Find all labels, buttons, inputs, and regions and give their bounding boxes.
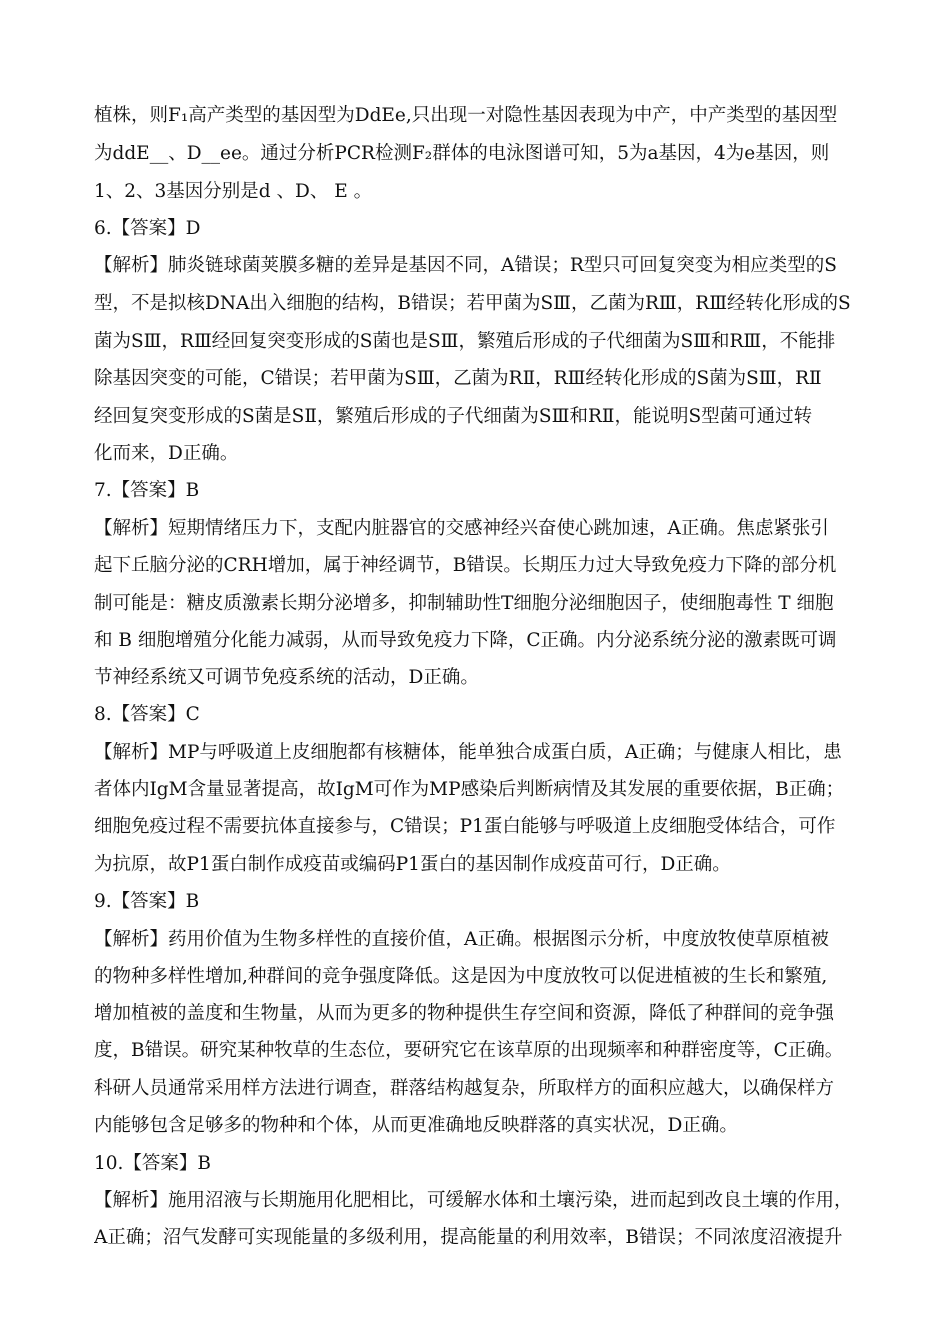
text-line: 和 B 细胞增殖分化能力减弱，从而导致免疫力下降，C正确。内分泌系统分泌的激素既可调: [94, 630, 837, 651]
text-line: 化而来，D正确。: [94, 443, 239, 464]
text-line: 节神经系统又可调节免疫系统的活动，D正确。: [94, 667, 479, 688]
answer-heading: 6.【答案】D: [94, 218, 201, 239]
text-line: 内能够包含足够多的物种和个体，从而更准确地反映群落的真实状况，D正确。: [94, 1115, 738, 1136]
text-line: 【解析】药用价值为生物多样性的直接价值，A正确。根据图示分析，中度放牧使草原植被: [94, 929, 829, 950]
text-line: 者体内IgM含量显著提高，故IgM可作为MP感染后判断病情及其发展的重要依据，B正确；: [94, 779, 845, 800]
text-line: 菌为SⅢ，RⅢ经回复突变形成的S菌也是SⅢ，繁殖后形成的子代细菌为SⅢ和RⅢ，不能排: [94, 331, 836, 352]
text-line: 【解析】短期情绪压力下，支配内脏器官的交感神经兴奋使心跳加速，A正确。焦虑紧张引: [94, 518, 829, 539]
text-line: 科研人员通常采用样方法进行调查，群落结构越复杂，所取样方的面积应越大，以确保样方: [94, 1078, 835, 1099]
text-line: 为ddE__、D__ee。通过分析PCR检测F₂群体的电泳图谱可知，5为a基因，4为e基因，则: [94, 143, 830, 164]
answer-heading: 10.【答案】B: [94, 1153, 212, 1174]
text-line: 增加植被的盖度和生物量，从而为更多的物种提供生存空间和资源，降低了种群间的竞争强: [94, 1003, 835, 1024]
text-line: 除基因突变的可能，C错误；若甲菌为SⅢ，乙菌为RⅡ，RⅢ经转化形成的S菌为SⅢ，RⅡ: [94, 368, 822, 389]
answer-heading: 9.【答案】B: [94, 891, 200, 912]
text-line: 为抗原，故P1蛋白制作成疫苗或编码P1蛋白的基因制作成疫苗可行，D正确。: [94, 854, 731, 875]
text-line: 【解析】施用沼液与长期施用化肥相比，可缓解水体和土壤污染，进而起到改良土壤的作用，: [94, 1190, 853, 1211]
text-line: 植株，则F₁高产类型的基因型为DdEe,只出现一对隐性基因表现为中产，中产类型的基因型: [94, 105, 838, 126]
answer-heading: 7.【答案】B: [94, 480, 200, 501]
text-line: 制可能是：糖皮质激素长期分泌增多，抑制辅助性T细胞分泌细胞因子，使细胞毒性 T 细胞: [94, 593, 834, 614]
text-line: 起下丘脑分泌的CRH增加，属于神经调节，B错误。长期压力过大导致免疫力下降的部分机: [94, 555, 837, 576]
text-line: 经回复突变形成的S菌是SⅡ，繁殖后形成的子代细菌为SⅢ和RⅡ，能说明S型菌可通过转: [94, 406, 813, 427]
answer-heading: 8.【答案】C: [94, 704, 200, 725]
text-line: A正确；沼气发酵可实现能量的多级利用，提高能量的利用效率，B错误；不同浓度沼液提升: [94, 1227, 843, 1248]
text-line: 型，不是拟核DNA出入细胞的结构，B错误；若甲菌为SⅢ，乙菌为RⅢ，RⅢ经转化形成的S: [94, 293, 851, 314]
text-line: 【解析】MP与呼吸道上皮细胞都有核糖体，能单独合成蛋白质，A正确；与健康人相比，患: [94, 742, 842, 763]
text-line: 细胞免疫过程不需要抗体直接参与，C错误；P1蛋白能够与呼吸道上皮细胞受体结合，可作: [94, 816, 836, 837]
text-line: 1、2、3基因分别是d 、D、 E 。: [94, 181, 373, 202]
text-line: 度，B错误。研究某种牧草的生态位，要研究它在该草原的出现频率和种群密度等，C正确。: [94, 1040, 844, 1061]
text-line: 的物种多样性增加,种群间的竞争强度降低。这是因为中度放牧可以促进植被的生长和繁殖,: [94, 966, 828, 987]
text-line: 【解析】肺炎链球菌荚膜多糖的差异是基因不同，A错误；R型只可回复突变为相应类型的S: [94, 255, 837, 276]
